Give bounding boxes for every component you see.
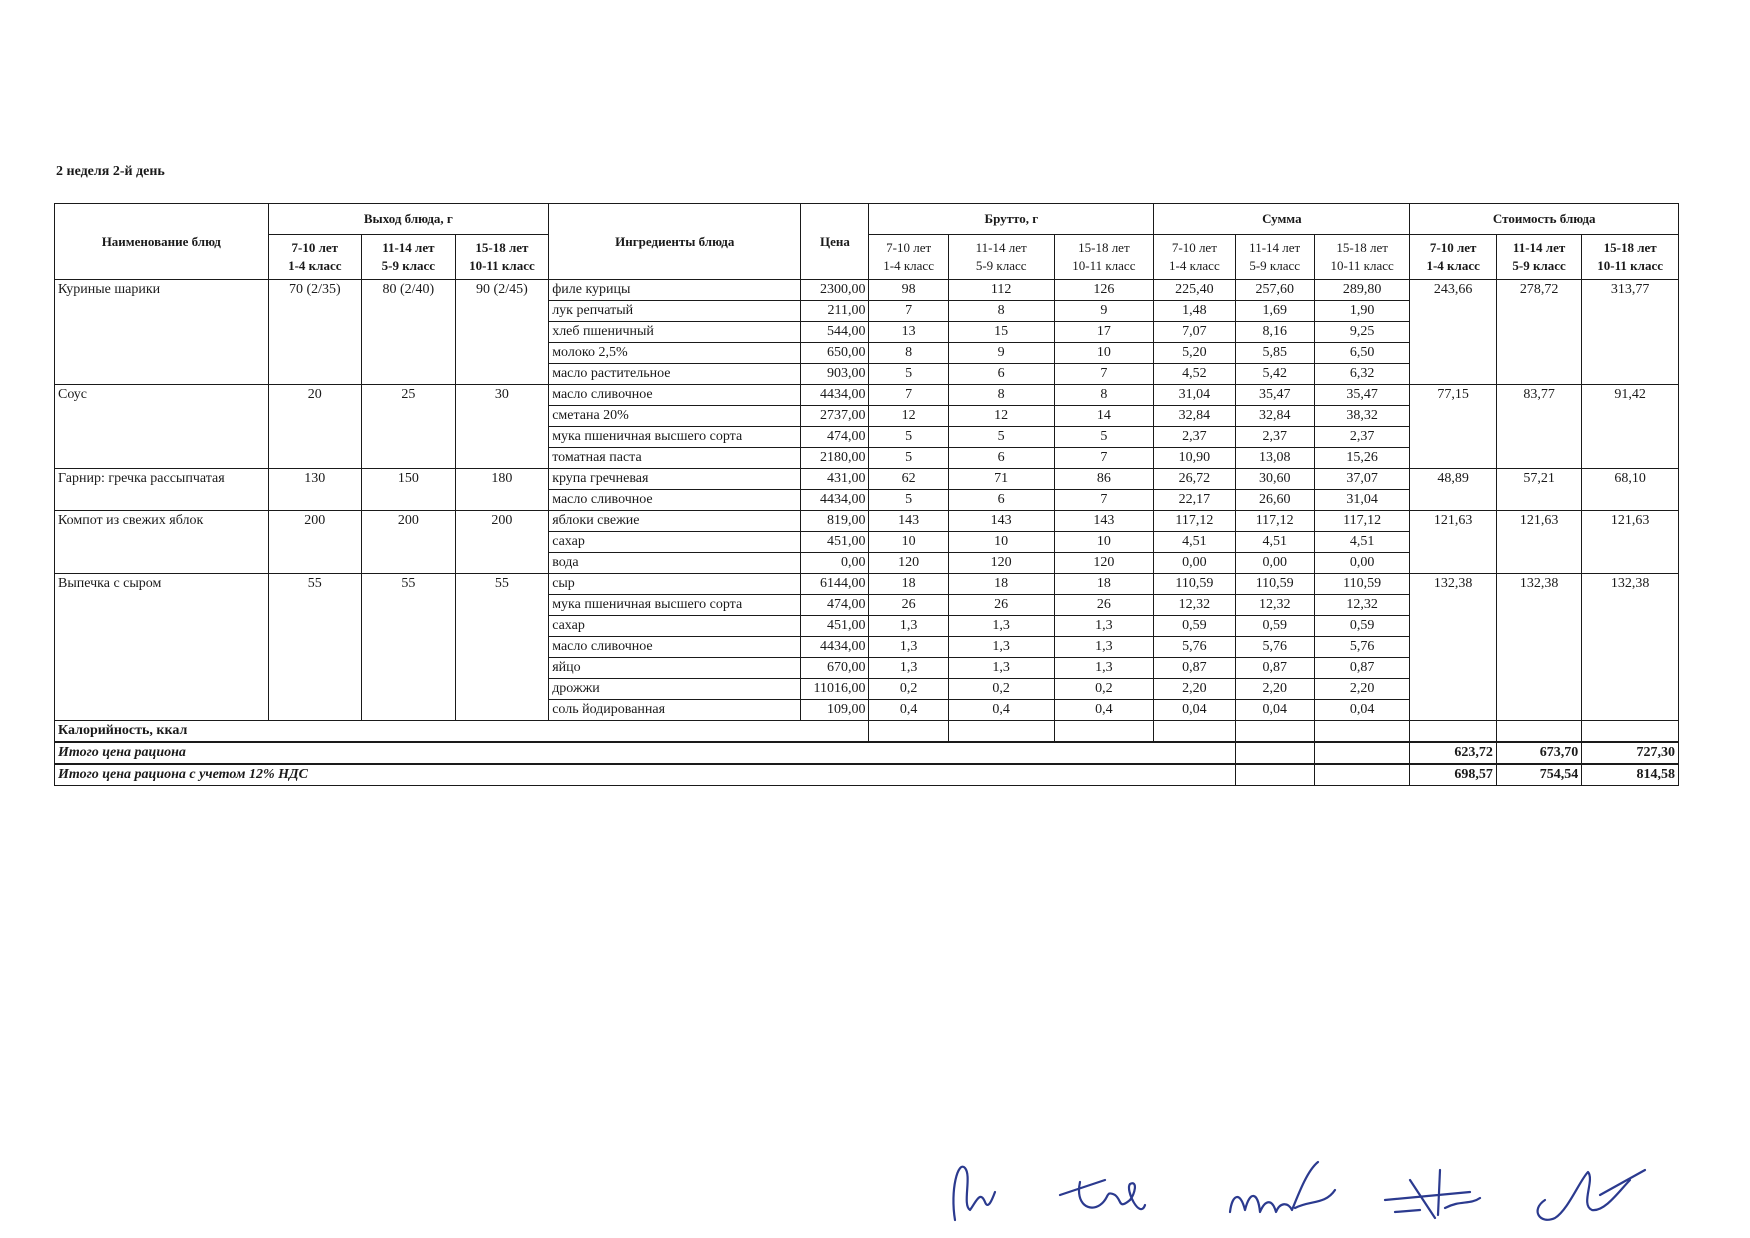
ingredient-name: сыр <box>549 574 801 595</box>
dish-cost: 121,63 <box>1496 511 1581 574</box>
grade-label: 10-11 класс <box>469 258 535 273</box>
ingredient-brutto: 143 <box>869 511 948 532</box>
ingredient-sum: 10,90 <box>1154 448 1235 469</box>
dish-name: Гарнир: гречка рассыпчатая <box>55 469 269 511</box>
ingredient-brutto: 120 <box>869 553 948 574</box>
ingredient-sum: 12,32 <box>1235 595 1314 616</box>
ingredient-name: соль йодированная <box>549 700 801 721</box>
header-sum-age-2 <box>1235 235 1314 280</box>
ingredient-sum: 0,59 <box>1154 616 1235 637</box>
table-row <box>55 574 1679 595</box>
ingredient-name: масло растительное <box>549 364 801 385</box>
ingredient-sum: 1,90 <box>1314 301 1410 322</box>
ingredient-sum: 30,60 <box>1235 469 1314 490</box>
age-label: 11-14 лет <box>382 240 435 255</box>
ingredient-name: яйцо <box>549 658 801 679</box>
ingredient-sum: 117,12 <box>1154 511 1235 532</box>
ingredient-sum: 4,51 <box>1314 532 1410 553</box>
age-label: 11-14 лет <box>1512 240 1566 255</box>
dish-name: Выпечка с сыром <box>55 574 269 721</box>
ingredient-name: филе курицы <box>549 280 801 301</box>
age-label: 15-18 лет <box>1078 240 1130 255</box>
header-sum-age-1 <box>1154 235 1235 280</box>
empty-cell <box>948 721 1054 743</box>
ingredient-brutto: 5 <box>869 490 948 511</box>
ingredient-brutto: 8 <box>948 301 1054 322</box>
age-label: 15-18 лет <box>1336 240 1388 255</box>
dish-yield: 25 <box>362 385 456 469</box>
table-row <box>55 385 1679 406</box>
dish-cost: 121,63 <box>1410 511 1496 574</box>
ingredient-brutto: 1,3 <box>948 658 1054 679</box>
ingredient-name: молоко 2,5% <box>549 343 801 364</box>
ingredient-brutto: 1,3 <box>948 637 1054 658</box>
ingredient-brutto: 14 <box>1054 406 1154 427</box>
header-brutto-age-3 <box>1054 235 1154 280</box>
ingredient-brutto: 9 <box>1054 301 1154 322</box>
ingredient-brutto: 7 <box>1054 448 1154 469</box>
ingredient-sum: 5,76 <box>1235 637 1314 658</box>
ingredient-price: 4434,00 <box>801 637 869 658</box>
dish-cost: 121,63 <box>1582 511 1679 574</box>
header-yield: Выход блюда, г <box>268 204 549 235</box>
header-yield-age-3 <box>455 235 549 280</box>
header-dish-name: Наименование блюд <box>55 204 269 280</box>
dish-cost: 132,38 <box>1582 574 1679 721</box>
header-brutto: Брутто, г <box>869 204 1154 235</box>
ingredient-price: 2737,00 <box>801 406 869 427</box>
ingredient-brutto: 5 <box>1054 427 1154 448</box>
ingredient-name: сахар <box>549 616 801 637</box>
ingredient-brutto: 7 <box>1054 364 1154 385</box>
ingredient-brutto: 18 <box>948 574 1054 595</box>
ingredient-price: 819,00 <box>801 511 869 532</box>
ingredient-sum: 0,87 <box>1314 658 1410 679</box>
total-vat-row-value: 814,58 <box>1582 764 1679 786</box>
dish-cost: 132,38 <box>1410 574 1496 721</box>
ingredient-sum: 0,04 <box>1314 700 1410 721</box>
age-label: 7-10 лет <box>886 240 932 255</box>
ingredient-sum: 0,87 <box>1235 658 1314 679</box>
ingredient-sum: 2,20 <box>1154 679 1235 700</box>
ingredient-brutto: 86 <box>1054 469 1154 490</box>
ingredient-brutto: 5 <box>869 427 948 448</box>
ingredient-price: 451,00 <box>801 616 869 637</box>
ingredient-sum: 12,32 <box>1314 595 1410 616</box>
age-label: 7-10 лет <box>1171 240 1217 255</box>
dish-cost: 48,89 <box>1410 469 1496 511</box>
dish-yield: 180 <box>455 469 549 511</box>
ingredient-name: яблоки свежие <box>549 511 801 532</box>
grade-label: 5-9 класс <box>381 258 436 273</box>
ingredient-sum: 5,76 <box>1154 637 1235 658</box>
ingredient-sum: 9,25 <box>1314 322 1410 343</box>
ingredient-brutto: 5 <box>869 364 948 385</box>
ingredient-price: 2180,00 <box>801 448 869 469</box>
grade-label: 1-4 класс <box>288 258 342 273</box>
ingredient-brutto: 10 <box>869 532 948 553</box>
ingredient-brutto: 10 <box>1054 343 1154 364</box>
dish-name: Куриные шарики <box>55 280 269 385</box>
ingredient-brutto: 1,3 <box>869 658 948 679</box>
ingredient-sum: 0,00 <box>1314 553 1410 574</box>
ingredient-price: 109,00 <box>801 700 869 721</box>
ingredient-name: мука пшеничная высшего сорта <box>549 595 801 616</box>
ingredient-sum: 35,47 <box>1314 385 1410 406</box>
dish-cost: 278,72 <box>1496 280 1581 385</box>
ingredient-name: дрожжи <box>549 679 801 700</box>
calories-label: Калорийность, ккал <box>55 721 869 743</box>
ingredient-price: 474,00 <box>801 427 869 448</box>
total-vat-row-value: 698,57 <box>1410 764 1496 786</box>
empty-cell <box>1496 721 1581 743</box>
menu-table <box>54 203 1679 786</box>
ingredient-name: сметана 20% <box>549 406 801 427</box>
ingredient-sum: 5,85 <box>1235 343 1314 364</box>
dish-yield: 70 (2/35) <box>268 280 362 385</box>
age-label: 7-10 лет <box>1429 240 1477 255</box>
ingredient-brutto: 6 <box>948 364 1054 385</box>
ingredient-brutto: 26 <box>948 595 1054 616</box>
ingredient-sum: 2,37 <box>1314 427 1410 448</box>
dish-yield: 130 <box>268 469 362 511</box>
ingredient-brutto: 18 <box>1054 574 1154 595</box>
ingredient-sum: 0,04 <box>1235 700 1314 721</box>
ingredient-brutto: 143 <box>1054 511 1154 532</box>
ingredient-price: 211,00 <box>801 301 869 322</box>
dish-yield: 55 <box>455 574 549 721</box>
ingredient-sum: 38,32 <box>1314 406 1410 427</box>
dish-cost: 91,42 <box>1582 385 1679 469</box>
total-vat-row <box>55 764 1679 786</box>
table-row <box>55 469 1679 490</box>
ingredient-sum: 110,59 <box>1314 574 1410 595</box>
grade-label: 1-4 класс <box>883 258 934 273</box>
header-cost: Стоимость блюда <box>1410 204 1679 235</box>
header-brutto-age-1 <box>869 235 948 280</box>
ingredient-price: 670,00 <box>801 658 869 679</box>
dish-name: Соус <box>55 385 269 469</box>
ingredient-brutto: 1,3 <box>1054 658 1154 679</box>
page-title: 2 неделя 2-й день <box>56 164 165 179</box>
ingredient-sum: 13,08 <box>1235 448 1314 469</box>
grade-label: 1-4 класс <box>1169 258 1220 273</box>
ingredient-brutto: 120 <box>948 553 1054 574</box>
ingredient-sum: 0,00 <box>1235 553 1314 574</box>
ingredient-price: 544,00 <box>801 322 869 343</box>
ingredient-brutto: 112 <box>948 280 1054 301</box>
ingredient-sum: 0,59 <box>1314 616 1410 637</box>
ingredient-price: 6144,00 <box>801 574 869 595</box>
ingredient-brutto: 12 <box>869 406 948 427</box>
ingredient-brutto: 6 <box>948 490 1054 511</box>
ingredient-sum: 4,52 <box>1154 364 1235 385</box>
ingredient-sum: 26,60 <box>1235 490 1314 511</box>
empty-cell <box>1314 742 1410 764</box>
ingredient-name: масло сливочное <box>549 385 801 406</box>
dish-yield: 200 <box>268 511 362 574</box>
ingredient-name: масло сливочное <box>549 637 801 658</box>
empty-cell <box>869 721 948 743</box>
grade-label: 5-9 класс <box>1249 258 1301 273</box>
dish-cost: 57,21 <box>1496 469 1581 511</box>
age-label: 15-18 лет <box>475 240 529 255</box>
dish-cost: 83,77 <box>1496 385 1581 469</box>
ingredient-sum: 32,84 <box>1154 406 1235 427</box>
header-brutto-age-2 <box>948 235 1054 280</box>
ingredient-brutto: 1,3 <box>1054 616 1154 637</box>
ingredient-brutto: 98 <box>869 280 948 301</box>
ingredient-brutto: 10 <box>1054 532 1154 553</box>
empty-cell <box>1410 721 1496 743</box>
ingredient-name: томатная паста <box>549 448 801 469</box>
header-price: Цена <box>801 204 869 280</box>
total-vat-row-value: 754,54 <box>1496 764 1581 786</box>
ingredient-brutto: 0,2 <box>1054 679 1154 700</box>
ingredient-sum: 22,17 <box>1154 490 1235 511</box>
ingredient-brutto: 1,3 <box>869 616 948 637</box>
dish-yield: 55 <box>362 574 456 721</box>
ingredient-brutto: 62 <box>869 469 948 490</box>
ingredient-sum: 5,20 <box>1154 343 1235 364</box>
grade-label: 10-11 класс <box>1597 258 1663 273</box>
signatures-icon <box>940 1150 1740 1230</box>
ingredient-price: 11016,00 <box>801 679 869 700</box>
grade-label: 1-4 класс <box>1426 258 1480 273</box>
dish-cost: 243,66 <box>1410 280 1496 385</box>
ingredient-sum: 0,04 <box>1154 700 1235 721</box>
ingredient-sum: 31,04 <box>1314 490 1410 511</box>
dish-yield: 90 (2/45) <box>455 280 549 385</box>
header-cost-age-3 <box>1582 235 1679 280</box>
ingredient-brutto: 8 <box>869 343 948 364</box>
ingredient-brutto: 8 <box>1054 385 1154 406</box>
ingredient-brutto: 5 <box>948 427 1054 448</box>
ingredient-brutto: 143 <box>948 511 1054 532</box>
ingredient-brutto: 15 <box>948 322 1054 343</box>
ingredient-brutto: 26 <box>1054 595 1154 616</box>
ingredient-brutto: 1,3 <box>948 616 1054 637</box>
empty-cell <box>1314 764 1410 786</box>
ingredient-name: хлеб пшеничный <box>549 322 801 343</box>
total-row-value: 623,72 <box>1410 742 1496 764</box>
dish-cost: 68,10 <box>1582 469 1679 511</box>
grade-label: 10-11 класс <box>1330 258 1394 273</box>
ingredient-sum: 1,69 <box>1235 301 1314 322</box>
table-row <box>55 511 1679 532</box>
header-sum-age-3 <box>1314 235 1410 280</box>
total-vat-row-label: Итого цена рациона с учетом 12% НДС <box>55 764 1236 786</box>
ingredient-price: 0,00 <box>801 553 869 574</box>
ingredient-sum: 225,40 <box>1154 280 1235 301</box>
ingredient-sum: 26,72 <box>1154 469 1235 490</box>
ingredient-sum: 6,50 <box>1314 343 1410 364</box>
dish-yield: 20 <box>268 385 362 469</box>
empty-cell <box>1235 764 1314 786</box>
ingredient-brutto: 0,4 <box>948 700 1054 721</box>
ingredient-brutto: 71 <box>948 469 1054 490</box>
ingredient-sum: 257,60 <box>1235 280 1314 301</box>
ingredient-sum: 7,07 <box>1154 322 1235 343</box>
ingredient-sum: 289,80 <box>1314 280 1410 301</box>
age-label: 7-10 лет <box>291 240 339 255</box>
empty-cell <box>1314 721 1410 743</box>
ingredient-sum: 15,26 <box>1314 448 1410 469</box>
ingredient-price: 4434,00 <box>801 385 869 406</box>
ingredient-brutto: 7 <box>1054 490 1154 511</box>
ingredient-price: 474,00 <box>801 595 869 616</box>
header-yield-age-1 <box>268 235 362 280</box>
ingredient-price: 650,00 <box>801 343 869 364</box>
ingredient-sum: 32,84 <box>1235 406 1314 427</box>
ingredient-brutto: 7 <box>869 385 948 406</box>
ingredient-brutto: 6 <box>948 448 1054 469</box>
ingredient-price: 451,00 <box>801 532 869 553</box>
calories-row <box>55 721 1679 743</box>
ingredient-brutto: 12 <box>948 406 1054 427</box>
ingredient-sum: 4,51 <box>1235 532 1314 553</box>
ingredient-price: 431,00 <box>801 469 869 490</box>
dish-yield: 200 <box>362 511 456 574</box>
ingredient-price: 4434,00 <box>801 490 869 511</box>
ingredient-sum: 0,00 <box>1154 553 1235 574</box>
ingredient-brutto: 10 <box>948 532 1054 553</box>
ingredient-sum: 2,37 <box>1235 427 1314 448</box>
ingredient-sum: 12,32 <box>1154 595 1235 616</box>
header-sum: Сумма <box>1154 204 1410 235</box>
ingredient-brutto: 26 <box>869 595 948 616</box>
dish-cost: 313,77 <box>1582 280 1679 385</box>
ingredient-brutto: 5 <box>869 448 948 469</box>
age-label: 15-18 лет <box>1603 240 1657 255</box>
dish-cost: 132,38 <box>1496 574 1581 721</box>
header-yield-age-2 <box>362 235 456 280</box>
grade-label: 5-9 класс <box>1512 258 1566 273</box>
ingredient-brutto: 9 <box>948 343 1054 364</box>
ingredient-name: мука пшеничная высшего сорта <box>549 427 801 448</box>
ingredient-sum: 1,48 <box>1154 301 1235 322</box>
total-row-value: 727,30 <box>1582 742 1679 764</box>
ingredient-brutto: 0,2 <box>869 679 948 700</box>
empty-cell <box>1582 721 1679 743</box>
ingredient-sum: 2,20 <box>1235 679 1314 700</box>
header-ingredients: Ингредиенты блюда <box>549 204 801 280</box>
ingredient-name: лук репчатый <box>549 301 801 322</box>
empty-cell <box>1235 721 1314 743</box>
dish-name: Компот из свежих яблок <box>55 511 269 574</box>
ingredient-price: 903,00 <box>801 364 869 385</box>
ingredient-brutto: 17 <box>1054 322 1154 343</box>
ingredient-sum: 35,47 <box>1235 385 1314 406</box>
ingredient-brutto: 0,4 <box>869 700 948 721</box>
age-label: 11-14 лет <box>1249 240 1301 255</box>
dish-yield: 200 <box>455 511 549 574</box>
grade-label: 5-9 класс <box>975 258 1027 273</box>
grade-label: 10-11 класс <box>1072 258 1136 273</box>
ingredient-brutto: 7 <box>869 301 948 322</box>
total-row-label: Итого цена рациона <box>55 742 1236 764</box>
ingredient-name: сахар <box>549 532 801 553</box>
ingredient-sum: 0,87 <box>1154 658 1235 679</box>
ingredient-sum: 5,76 <box>1314 637 1410 658</box>
ingredient-sum: 8,16 <box>1235 322 1314 343</box>
ingredient-brutto: 18 <box>869 574 948 595</box>
ingredient-sum: 117,12 <box>1235 511 1314 532</box>
ingredient-sum: 110,59 <box>1154 574 1235 595</box>
ingredient-brutto: 13 <box>869 322 948 343</box>
table-row <box>55 280 1679 301</box>
ingredient-sum: 0,59 <box>1235 616 1314 637</box>
dish-cost: 77,15 <box>1410 385 1496 469</box>
ingredient-name: масло сливочное <box>549 490 801 511</box>
total-row <box>55 742 1679 764</box>
ingredient-sum: 4,51 <box>1154 532 1235 553</box>
ingredient-brutto: 120 <box>1054 553 1154 574</box>
ingredient-sum: 2,20 <box>1314 679 1410 700</box>
ingredient-brutto: 1,3 <box>1054 637 1154 658</box>
ingredient-sum: 31,04 <box>1154 385 1235 406</box>
dish-yield: 150 <box>362 469 456 511</box>
ingredient-name: крупа гречневая <box>549 469 801 490</box>
ingredient-sum: 5,42 <box>1235 364 1314 385</box>
ingredient-sum: 110,59 <box>1235 574 1314 595</box>
ingredient-sum: 117,12 <box>1314 511 1410 532</box>
dish-yield: 30 <box>455 385 549 469</box>
ingredient-brutto: 0,2 <box>948 679 1054 700</box>
ingredient-brutto: 1,3 <box>869 637 948 658</box>
dish-yield: 55 <box>268 574 362 721</box>
ingredient-brutto: 8 <box>948 385 1054 406</box>
ingredient-brutto: 0,4 <box>1054 700 1154 721</box>
header-cost-age-2 <box>1496 235 1581 280</box>
total-row-value: 673,70 <box>1496 742 1581 764</box>
ingredient-name: вода <box>549 553 801 574</box>
empty-cell <box>1154 721 1235 743</box>
empty-cell <box>1235 742 1314 764</box>
ingredient-sum: 2,37 <box>1154 427 1235 448</box>
header-cost-age-1 <box>1410 235 1496 280</box>
ingredient-sum: 6,32 <box>1314 364 1410 385</box>
age-label: 11-14 лет <box>975 240 1027 255</box>
dish-yield: 80 (2/40) <box>362 280 456 385</box>
ingredient-sum: 37,07 <box>1314 469 1410 490</box>
empty-cell <box>1054 721 1154 743</box>
ingredient-price: 2300,00 <box>801 280 869 301</box>
ingredient-brutto: 126 <box>1054 280 1154 301</box>
